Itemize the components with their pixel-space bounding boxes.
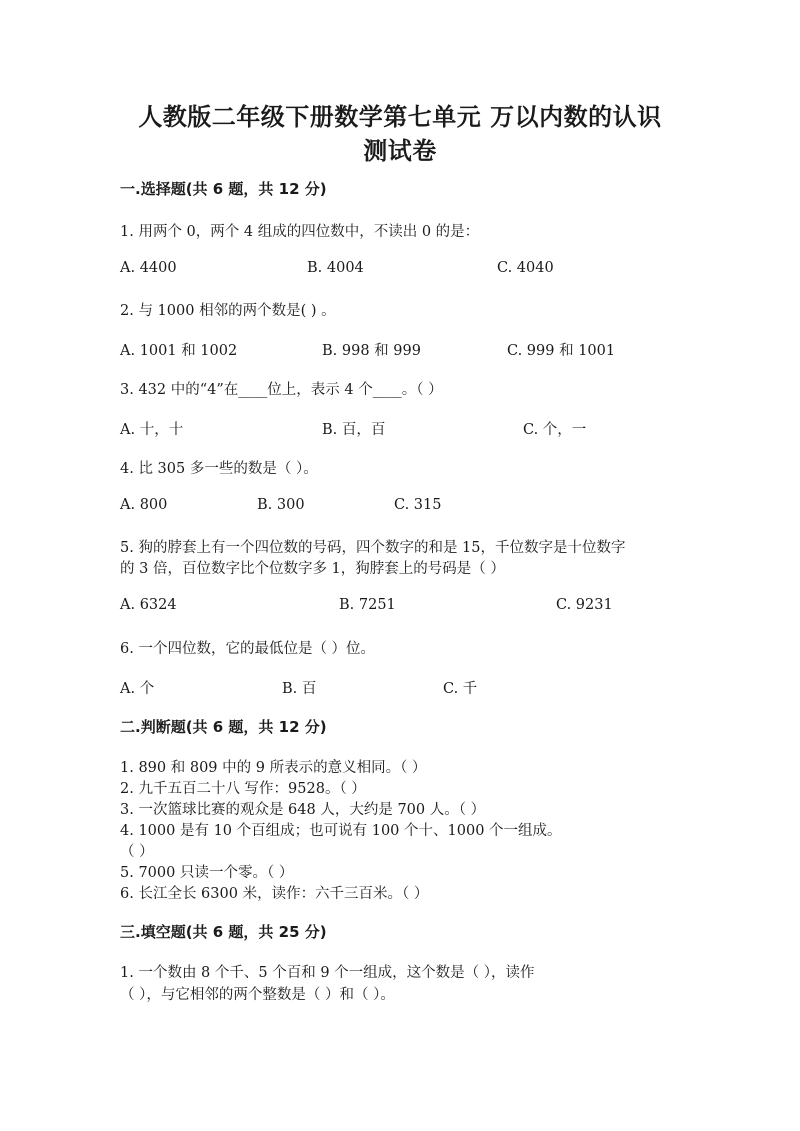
option-c: C. 9231 <box>556 597 613 613</box>
option-c: C. 千 <box>443 681 478 697</box>
judge-item: 1. 890 和 809 中的 9 所表示的意义相同。（ ） <box>120 760 427 776</box>
question-stem-continued: 的 3 倍，百位数字比个位数字多 1，狗脖套上的号码是（ ） <box>120 561 505 577</box>
section-heading-fill: 三.填空题(共 6 题，共 25 分) <box>120 923 327 941</box>
fill-item: 1. 一个数由 8 个千、5 个百和 9 个一组成，这个数是（ ），读作 <box>120 965 535 981</box>
option-a: A. 个 <box>120 681 155 697</box>
option-a: A. 1001 和 1002 <box>120 343 238 359</box>
option-b: B. 998 和 999 <box>322 343 421 359</box>
judge-item: 4. 1000 是有 10 个百组成；也可说有 100 个十、1000 个一组成。 <box>120 823 562 839</box>
judge-item: 5. 7000 只读一个零。（ ） <box>120 865 294 881</box>
judge-item: 2. 九千五百二十八 写作：9528。（ ） <box>120 781 366 797</box>
page-title-line2: 测试卷 <box>363 137 437 165</box>
option-b: B. 4004 <box>307 260 364 276</box>
option-b: B. 百 <box>282 681 317 697</box>
option-b: B. 百，百 <box>322 422 386 438</box>
section-heading-judge: 二.判断题(共 6 题，共 12 分) <box>120 718 327 736</box>
question-stem: 4. 比 305 多一些的数是（ ）。 <box>120 461 318 477</box>
fill-item-continued: （ ），与它相邻的两个整数是（ ）和（ ）。 <box>120 987 395 1003</box>
question-stem: 6. 一个四位数，它的最低位是（ ）位。 <box>120 641 376 657</box>
judge-item: 6. 长江全长 6300 米，读作：六千三百米。（ ） <box>120 886 429 902</box>
question-stem: 2. 与 1000 相邻的两个数是( ) 。 <box>120 303 336 319</box>
page-title: 人教版二年级下册数学第七单元 万以内数的认识 <box>138 103 662 131</box>
judge-item: 3. 一次篮球比赛的观众是 648 人，大约是 700 人。（ ） <box>120 802 486 818</box>
question-stem: 3. 432 中的“4”在____位上，表示 4 个____。（ ） <box>120 382 443 398</box>
option-a: A. 十，十 <box>120 422 184 438</box>
option-c: C. 4040 <box>497 260 554 276</box>
option-a: A. 4400 <box>120 260 177 276</box>
option-c: C. 个，一 <box>523 422 587 438</box>
option-b: B. 300 <box>257 497 305 513</box>
section-heading-choice: 一.选择题(共 6 题，共 12 分) <box>120 180 327 198</box>
question-stem: 1. 用两个 0，两个 4 组成的四位数中，不读出 0 的是： <box>120 224 480 240</box>
judge-item-continued: （ ） <box>120 844 154 860</box>
option-a: A. 6324 <box>120 597 177 613</box>
option-a: A. 800 <box>120 497 168 513</box>
option-c: C. 315 <box>394 497 442 513</box>
option-b: B. 7251 <box>339 597 396 613</box>
option-c: C. 999 和 1001 <box>507 343 616 359</box>
question-stem: 5. 狗的脖套上有一个四位数的号码，四个数字的和是 15，千位数字是十位数字 <box>120 540 626 556</box>
